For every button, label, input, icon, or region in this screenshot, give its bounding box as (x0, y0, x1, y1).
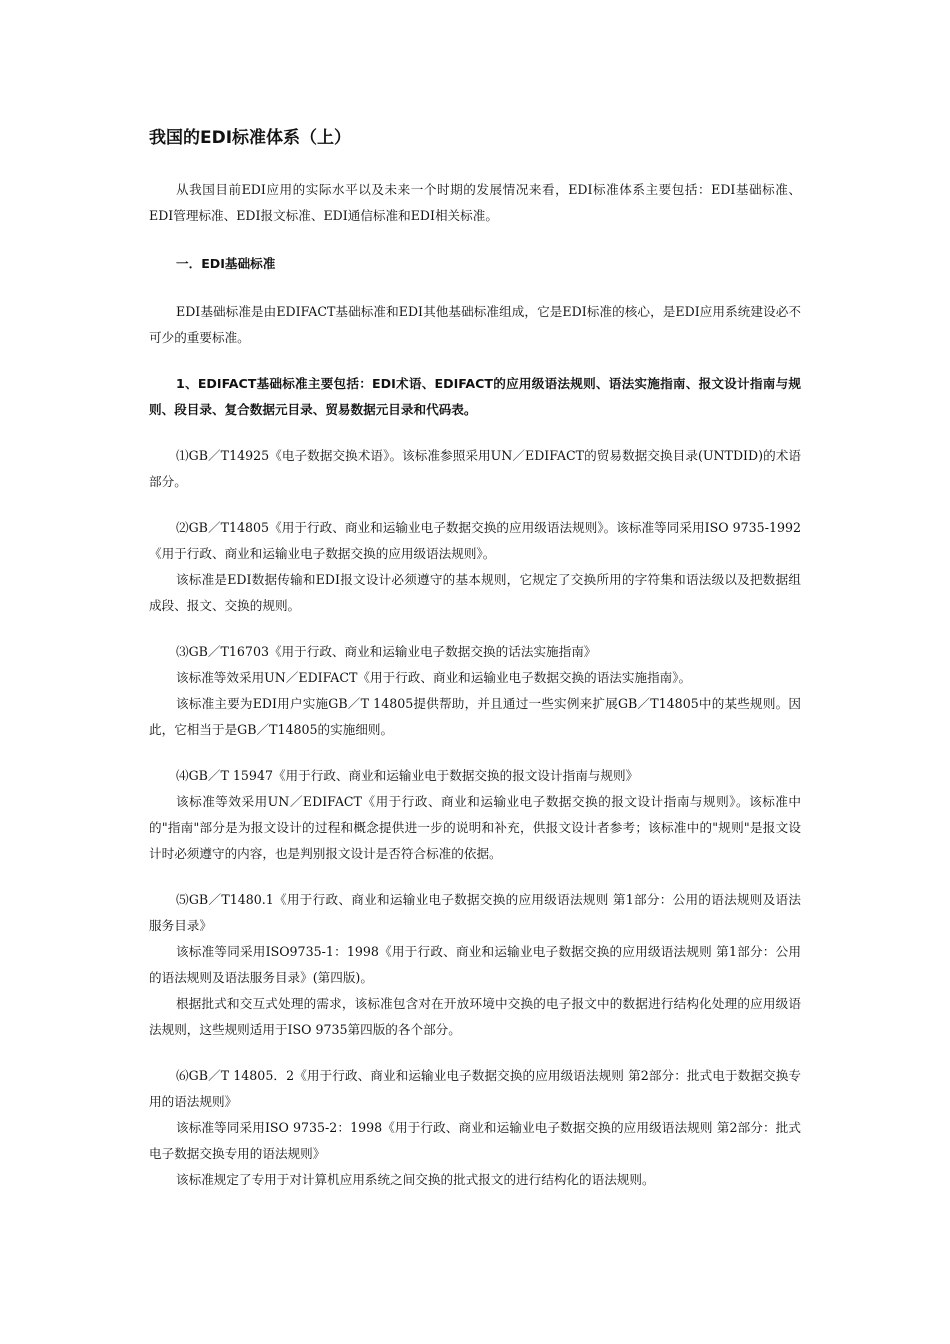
list-item: ⑷GB／T 15947《用于行政、商业和运输业电于数据交换的报文设计指南与规则》 (176, 768, 639, 783)
subsection-heading: 1、EDIFACT基础标准主要包括：EDI术语、EDIFACT的应用级语法规则、语法实施指南、报文设计指南与规则、段目录、复合数据元目录、贸易数据元目录和代码表。 (149, 376, 801, 417)
document-body (149, 126, 801, 1193)
list-item-detail: 该标准是EDI数据传输和EDI报文设计必须遵守的基本规则，它规定了交换所用的字符集和语法级以及把数据组成段、报文、交换的规则。 (149, 572, 801, 613)
list-item: ⑸GB／T1480.1《用于行政、商业和运输业电子数据交换的应用级语法规则 第1部分：公用的语法规则及语法服务目录》 (149, 892, 801, 933)
list-item: ⑹GB／T 14805．2《用于行政、商业和运输业电子数据交换的应用级语法规则 第2部分：批式电于数据交换专用的语法规则》 (149, 1068, 801, 1109)
document-title: 我国的EDI标准体系（上） (149, 128, 352, 148)
list-item-detail: 该标准等效采用UN／EDIFACT《用于行政、商业和运输业电子数据交换的报文设计指南与规则》。该标准中的"指南"部分是为报文设计的过程和概念提供进一步的说明和补充，供报文设计者参考；该标准中的"规则"是报文设计时必须遵守的内容，也是判别报文设计是否符合标准的依据。 (149, 794, 801, 861)
list-item: ⑶GB／T16703《用于行政、商业和运输业电子数据交换的话法实施指南》 (176, 644, 597, 659)
list-item-detail: 根据批式和交互式处理的需求，该标准包含对在开放环境中交换的电子报文中的数据进行结构化处理的应用级语法规则，这些规则适用于ISO 9735第四版的各个部分。 (149, 996, 801, 1037)
section-heading: 一．EDI基础标准 (176, 256, 276, 271)
section-paragraph: EDI基础标准是由EDIFACT基础标准和EDI其他基础标准组成，它是EDI标准的核心，是EDI应用系统建设必不可少的重要标准。 (149, 304, 801, 345)
list-item: ⑴GB／T14925《电子数据交换术语》。该标准参照采用UN／EDIFACT的贸易数据交换目录(UNTDID)的术语部分。 (149, 448, 801, 489)
intro-paragraph: 从我国目前EDI应用的实际水平以及未来一个时期的发展情况来看，EDI标准体系主要包括：EDI基础标准、EDI管理标准、EDI报文标准、EDI通信标准和EDI相关标准。 (149, 182, 801, 223)
list-item: ⑵GB／T14805《用于行政、商业和运输业电子数据交换的应用级语法规则》。该标准等同采用ISO 9735-1992《用于行政、商业和运输业电子数据交换的应用级语法规则》。 (149, 520, 801, 561)
list-item-detail: 该标准等同采用ISO9735-1：1998《用于行政、商业和运输业电子数据交换的应用级语法规则 第1部分：公用的语法规则及语法服务目录》(第四版)。 (149, 944, 801, 985)
list-item-detail: 该标准等效采用UN／EDIFACT《用于行政、商业和运输业电子数据交换的语法实施指南》。 (176, 670, 692, 685)
list-item-detail: 该标准主要为EDI用户实施GB／T 14805提供帮助，并且通过一些实例来扩展GB／T14805中的某些规则。因此，它相当于是GB／T14805的实施细则。 (149, 696, 801, 737)
list-item-detail: 该标准规定了专用于对计算机应用系统之间交换的批式报文的进行结构化的语法规则。 (176, 1172, 655, 1187)
list-item-detail: 该标准等同采用ISO 9735-2：1998《用于行政、商业和运输业电子数据交换的应用级语法规则 第2部分：批式电子数据交换专用的语法规则》 (149, 1120, 801, 1161)
